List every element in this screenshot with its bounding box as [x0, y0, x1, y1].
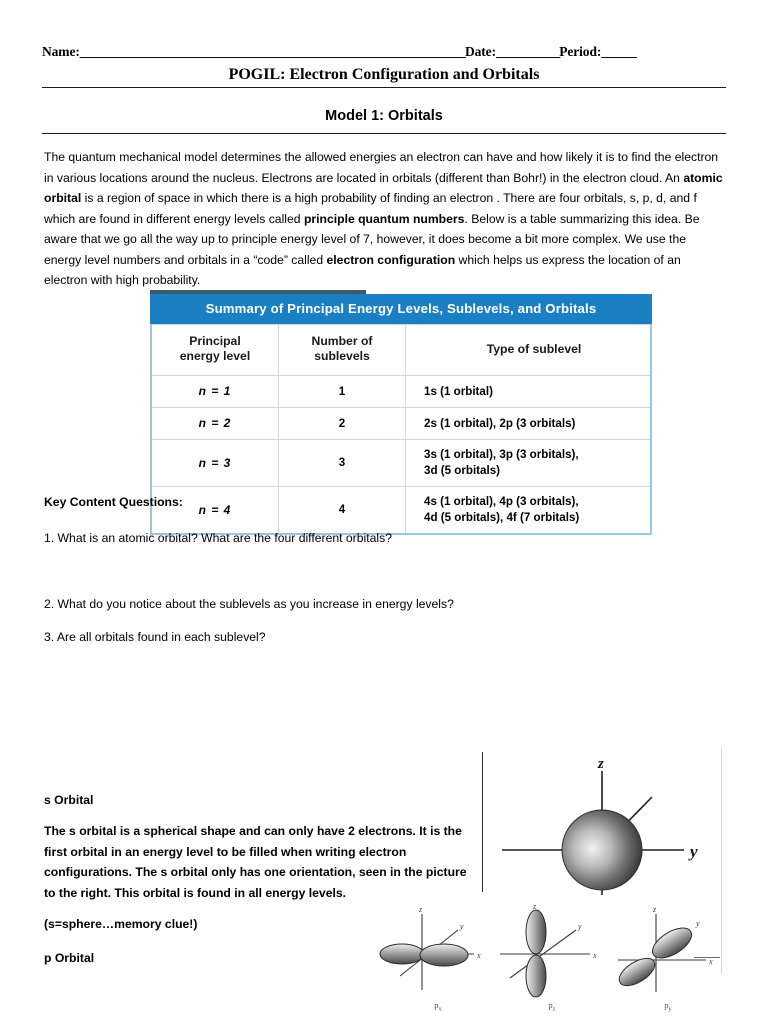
pz-label-text: p — [548, 1000, 553, 1010]
cell-sublevel-type — [406, 440, 652, 487]
s-axis-z-label: z — [598, 756, 604, 772]
table-header-row — [151, 325, 651, 376]
py-label-text: p — [664, 1000, 669, 1010]
table-row — [151, 440, 651, 487]
intro-bold-electron-configuration: electron configuration — [326, 252, 456, 267]
px-axis-z-label: z — [419, 905, 423, 914]
cell-level: n = 3 — [198, 455, 232, 470]
question-1: 1. What is an atomic orbital? What are the four different orbitals? — [44, 531, 392, 545]
p-orbital-label-py — [612, 1000, 724, 1013]
pz-label-sub: z — [552, 1005, 556, 1013]
p-orbital-diagram-px — [382, 902, 494, 1013]
intro-text-2: is a region of space in which there is a high probability of finding an electron . There are four orbitals, s, p, d, and f which are found in different energy levels called — [44, 191, 697, 226]
s-orbital-memory-clue: (s=sphere…memory clue!) — [44, 917, 198, 931]
question-2: 2. What do you notice about the sublevels as you increase in energy levels? — [44, 597, 454, 611]
cell-level: n = 2 — [198, 416, 232, 430]
col3-line1: Type of sublevel — [486, 341, 582, 356]
summary-table-container — [150, 290, 652, 535]
cell-sublevel-count: 2 — [279, 408, 406, 440]
py-axis-x-label: x — [709, 957, 713, 966]
column-header-number-of-sublevels — [279, 325, 406, 376]
p-orbital-label-pz — [496, 1000, 608, 1013]
px-lobe-right — [420, 944, 468, 966]
cell-sublevel-count: 4 — [279, 487, 406, 535]
period-blank[interactable]: ______ — [601, 44, 636, 59]
s-orbital-heading: s Orbital — [44, 793, 94, 807]
type-line-1: 3s (1 orbital), 3p (3 orbitals), — [424, 448, 579, 461]
cell-sublevel-type — [406, 408, 652, 440]
type-line-1: 1s (1 orbital) — [424, 384, 493, 398]
col2-line2: sublevels — [314, 349, 370, 363]
cell-level: n = 1 — [198, 384, 232, 398]
intro-text-3: . Below is a table summarizing this idea. Be aware that we go all the way up to principle energy level of 7, however, it does become a bit more complex. We use the energy level numbers and orbitals in a “code” called — [44, 211, 700, 267]
intro-text-1: The quantum mechanical model determines the allowed energies an electron can have and how likely it is to find the electron in various locations around the nucleus. Electrons are located in orbitals (different than Bohr!) in the electron cloud. An — [44, 150, 719, 185]
py-lobe-upper — [648, 922, 697, 964]
type-line-2: 3d (5 orbitals) — [424, 464, 501, 477]
type-line-2: 4d (5 orbitals), 4f (7 orbitals) — [424, 511, 580, 524]
px-axis-y-label: y — [460, 922, 464, 931]
px-label-sub: x — [438, 1005, 442, 1013]
cell-sublevel-count: 3 — [279, 440, 406, 487]
date-blank[interactable]: ___________ — [495, 44, 560, 59]
name-date-period-line — [42, 44, 726, 60]
s-orbital-diagram — [494, 755, 726, 915]
p-orbital-diagram-group — [382, 902, 728, 1024]
date-label: Date: — [464, 44, 496, 59]
px-lobe-left — [380, 944, 424, 964]
s-axis-y-label: y — [690, 842, 698, 861]
pz-axis-y-label: y — [578, 922, 582, 931]
intro-text-4: which helps us express the location of an electron with high probability. — [44, 252, 681, 287]
p-orbital-heading: p Orbital — [44, 951, 95, 965]
question-3: 3. Are all orbitals found in each sublevel? — [44, 630, 266, 644]
column-header-type-of-sublevel — [406, 325, 652, 376]
py-label-sub: y — [668, 1005, 672, 1013]
table-row — [151, 408, 651, 440]
type-line-1: 2s (1 orbital), 2p (3 orbitals) — [424, 416, 576, 430]
pz-lobe-top — [526, 910, 546, 954]
name-label: Name: — [42, 44, 80, 59]
s-orbital-description: The s orbital is a spherical shape and can only have 2 electrons. It is the first orbital in an energy level to be filled when writing electron configurations. The s orbital only has one orientation, seen in the picture to the right. This orbital is found in all energy levels. — [44, 824, 467, 900]
pz-lobe-bottom — [526, 955, 546, 997]
col1-line1: Principal — [189, 334, 241, 348]
type-line-1: 4s (1 orbital), 4p (3 orbitals), — [424, 495, 579, 508]
px-label-text: p — [434, 1000, 439, 1010]
intro-bold-principle-quantum-numbers: principle quantum numbers — [303, 211, 465, 226]
name-blank[interactable]: ___________________________________________________________________ — [79, 44, 465, 59]
table-row — [151, 487, 651, 535]
cell-sublevel-type — [406, 376, 652, 408]
py-axis-z-label: z — [653, 905, 657, 914]
p-orbital-diagram-py — [612, 902, 724, 1013]
table-row — [151, 376, 651, 408]
intro-bold-atomic-orbital: atomic orbital — [44, 170, 723, 205]
px-axis-x-label: x — [477, 951, 481, 960]
p-orbital-diagram-pz — [496, 902, 608, 1013]
py-axis-y-label: y — [696, 919, 700, 928]
page-title: POGIL: Electron Configuration and Orbitals — [228, 66, 540, 83]
table-caption: Summary of Principal Energy Levels, Sublevels, and Orbitals — [150, 294, 652, 324]
s-orbital-sphere — [562, 810, 642, 890]
period-label: Period: — [559, 44, 602, 59]
col1-line2: energy level — [179, 349, 251, 363]
model-heading: Model 1: Orbitals — [325, 108, 443, 124]
py-lobe-lower — [615, 953, 660, 991]
summary-table — [150, 324, 652, 535]
header-rule-top — [42, 87, 726, 88]
cell-level: n = 4 — [198, 502, 232, 517]
header-rule-bottom — [42, 133, 726, 134]
column-header-principal-energy-level — [151, 325, 279, 376]
intro-paragraph — [44, 147, 726, 291]
col2-line1: Number of — [311, 334, 373, 348]
key-content-questions-heading: Key Content Questions: — [44, 495, 183, 509]
cell-sublevel-type — [406, 487, 652, 535]
cell-sublevel-count: 1 — [279, 376, 406, 408]
p-orbital-label-px — [382, 1000, 494, 1013]
section-vertical-divider — [482, 752, 483, 892]
pz-axis-x-label: x — [593, 951, 597, 960]
pz-axis-z-label: z — [533, 902, 537, 911]
